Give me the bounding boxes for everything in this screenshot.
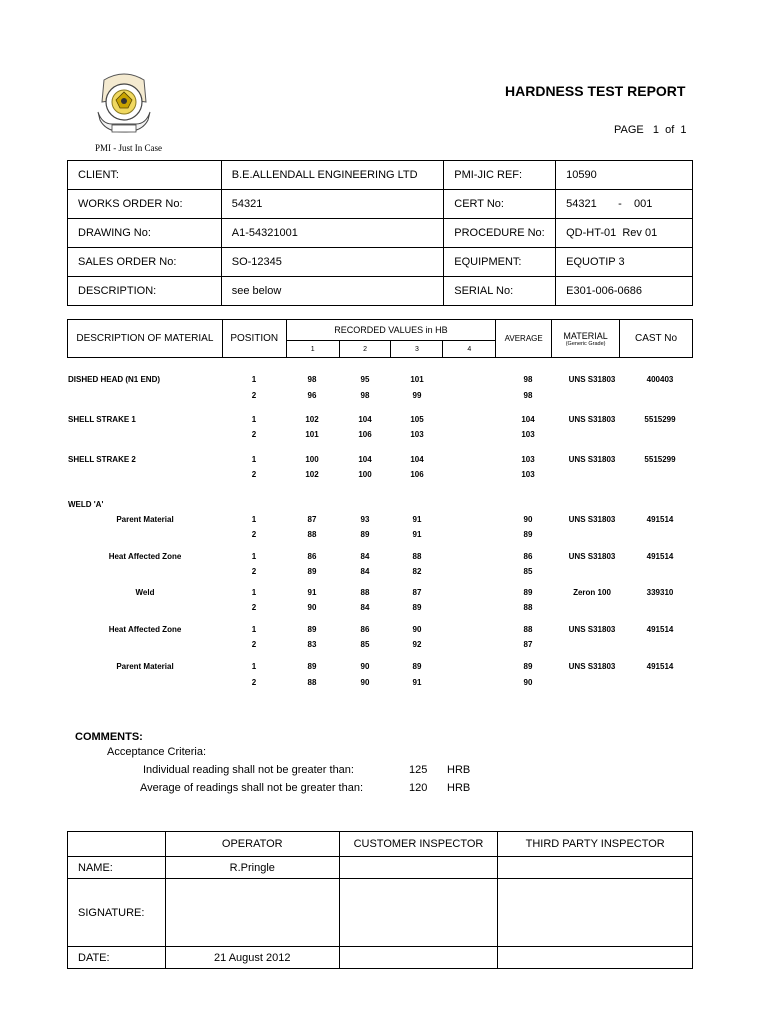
acceptance-criteria-label: Acceptance Criteria: xyxy=(107,746,207,758)
row-reading-1: 102 xyxy=(305,415,319,424)
row-reading-3: 99 xyxy=(412,391,422,400)
equipment-label: EQUIPMENT: xyxy=(444,248,556,277)
row-position: 2 xyxy=(251,603,257,612)
row-average: 89 xyxy=(523,588,533,597)
row-cast-no: 5515299 xyxy=(644,415,676,424)
row-description: Weld xyxy=(135,588,155,597)
row-average: 104 xyxy=(521,415,535,424)
table-row xyxy=(0,552,768,566)
row-average: 103 xyxy=(521,430,535,439)
weld-group-label: WELD 'A' xyxy=(68,500,104,509)
row-reading-3: 91 xyxy=(412,678,422,687)
row-reading-2: 95 xyxy=(360,375,370,384)
signature-label: SIGNATURE: xyxy=(68,879,166,947)
row-average: 86 xyxy=(523,552,533,561)
row-average: 87 xyxy=(523,640,533,649)
third-party-inspector-header: THIRD PARTY INSPECTOR xyxy=(498,832,693,857)
customer-inspector-name xyxy=(339,857,498,879)
row-reading-2: 89 xyxy=(360,530,370,539)
individual-criteria-value: 125 xyxy=(409,764,428,776)
average-criteria-label: Average of readings shall not be greater than: xyxy=(140,782,364,794)
row-position: 1 xyxy=(251,625,257,634)
table-row xyxy=(0,678,768,692)
row-material: UNS S31803 xyxy=(568,515,616,524)
customer-inspector-signature xyxy=(339,879,498,947)
row-reading-2: 93 xyxy=(360,515,370,524)
row-position: 1 xyxy=(251,662,257,671)
sales-order-row xyxy=(68,248,693,277)
row-description: SHELL STRAKE 2 xyxy=(68,455,136,464)
row-reading-2: 84 xyxy=(360,603,370,612)
works-order-row xyxy=(68,190,693,219)
operator-signature xyxy=(165,879,339,947)
row-reading-1: 88 xyxy=(307,678,317,687)
third-party-inspector-name xyxy=(498,857,693,879)
reading-4-header: 4 xyxy=(443,341,496,358)
row-reading-3: 106 xyxy=(410,470,424,479)
name-label: NAME: xyxy=(68,857,166,879)
row-reading-1: 88 xyxy=(307,530,317,539)
row-reading-2: 106 xyxy=(358,430,372,439)
position-header: POSITION xyxy=(222,320,286,358)
table-row xyxy=(0,415,768,429)
row-reading-2: 98 xyxy=(360,391,370,400)
row-average: 90 xyxy=(523,678,533,687)
operator-header: OPERATOR xyxy=(165,832,339,857)
row-reading-1: 86 xyxy=(307,552,317,561)
row-description: Parent Material xyxy=(116,515,174,524)
reading-1-header: 1 xyxy=(286,341,339,358)
signoff-table xyxy=(67,831,693,969)
cert-label: CERT No: xyxy=(444,190,556,219)
row-material: UNS S31803 xyxy=(568,625,616,634)
row-average: 89 xyxy=(523,530,533,539)
row-reading-1: 89 xyxy=(307,662,317,671)
row-description: Parent Material xyxy=(116,662,174,671)
row-reading-3: 89 xyxy=(412,662,422,671)
average-header: AVERAGE xyxy=(496,320,552,358)
row-reading-3: 91 xyxy=(412,515,422,524)
row-reading-1: 89 xyxy=(307,567,317,576)
logo-caption: PMI - Just In Case xyxy=(95,143,162,153)
row-reading-3: 88 xyxy=(412,552,422,561)
row-position: 1 xyxy=(251,588,257,597)
customer-inspector-header: CUSTOMER INSPECTOR xyxy=(339,832,498,857)
row-reading-3: 101 xyxy=(410,375,424,384)
row-reading-1: 89 xyxy=(307,625,317,634)
table-row xyxy=(0,640,768,654)
company-crest-logo xyxy=(92,72,156,140)
table-row xyxy=(0,603,768,617)
row-average: 88 xyxy=(523,603,533,612)
table-row xyxy=(0,515,768,529)
row-material: UNS S31803 xyxy=(568,455,616,464)
date-label: DATE: xyxy=(68,947,166,969)
row-description: SHELL STRAKE 1 xyxy=(68,415,136,424)
table-row xyxy=(0,588,768,602)
individual-criteria-label: Individual reading shall not be greater than: xyxy=(143,764,354,776)
table-row xyxy=(0,470,768,484)
row-description: Heat Affected Zone xyxy=(108,552,182,561)
row-position: 1 xyxy=(251,415,257,424)
row-reading-2: 88 xyxy=(360,588,370,597)
row-material: UNS S31803 xyxy=(568,552,616,561)
table-row xyxy=(0,662,768,676)
material-header-cell xyxy=(552,320,620,358)
row-reading-3: 91 xyxy=(412,530,422,539)
row-position: 1 xyxy=(251,375,257,384)
row-cast-no: 491514 xyxy=(646,662,674,671)
row-reading-3: 105 xyxy=(410,415,424,424)
row-position: 1 xyxy=(251,515,257,524)
row-material: UNS S31803 xyxy=(568,415,616,424)
table-row xyxy=(0,455,768,469)
row-average: 88 xyxy=(523,625,533,634)
row-reading-3: 92 xyxy=(412,640,422,649)
customer-inspector-date xyxy=(339,947,498,969)
row-position: 1 xyxy=(251,552,257,561)
row-reading-2: 104 xyxy=(358,455,372,464)
description-value: see below xyxy=(221,277,444,306)
row-cast-no: 491514 xyxy=(646,515,674,524)
row-description: DISHED HEAD (N1 END) xyxy=(68,375,161,384)
row-reading-1: 101 xyxy=(305,430,319,439)
material-subheader: (Generic Grade) xyxy=(565,340,606,347)
comments-title: COMMENTS: xyxy=(75,731,143,743)
client-label: CLIENT: xyxy=(68,161,222,190)
row-position: 2 xyxy=(251,391,257,400)
row-reading-2: 90 xyxy=(360,678,370,687)
row-reading-1: 87 xyxy=(307,515,317,524)
drawing-value: A1-54321001 xyxy=(221,219,444,248)
cert-value: 54321 - 001 xyxy=(556,190,693,219)
row-position: 2 xyxy=(251,640,257,649)
average-criteria-unit: HRB xyxy=(447,782,471,794)
pmi-ref-label: PMI-JIC REF: xyxy=(444,161,556,190)
table-row xyxy=(0,375,768,389)
operator-date: 21 August 2012 xyxy=(165,947,339,969)
reading-2-header: 2 xyxy=(339,341,391,358)
row-reading-3: 87 xyxy=(412,588,422,597)
drawing-label: DRAWING No: xyxy=(68,219,222,248)
average-criteria-value: 120 xyxy=(409,782,428,794)
row-position: 1 xyxy=(251,455,257,464)
row-reading-1: 98 xyxy=(307,375,317,384)
client-value: B.E.ALLENDALL ENGINEERING LTD xyxy=(221,161,444,190)
report-title: HARDNESS TEST REPORT xyxy=(505,83,686,99)
row-reading-2: 90 xyxy=(360,662,370,671)
row-reading-2: 86 xyxy=(360,625,370,634)
row-position: 2 xyxy=(251,430,257,439)
row-cast-no: 491514 xyxy=(646,625,674,634)
report-info-table xyxy=(67,160,693,306)
sales-order-label: SALES ORDER No: xyxy=(68,248,222,277)
row-material: Zeron 100 xyxy=(573,588,611,597)
row-cast-no: 491514 xyxy=(646,552,674,561)
row-cast-no: 339310 xyxy=(646,588,674,597)
row-reading-1: 102 xyxy=(305,470,319,479)
row-average: 89 xyxy=(523,662,533,671)
row-reading-1: 100 xyxy=(305,455,319,464)
operator-name: R.Pringle xyxy=(165,857,339,879)
row-reading-2: 84 xyxy=(360,552,370,561)
description-of-material-header: DESCRIPTION OF MATERIAL xyxy=(68,320,223,358)
table-row xyxy=(0,567,768,581)
row-average: 103 xyxy=(521,455,535,464)
row-material: UNS S31803 xyxy=(568,375,616,384)
individual-criteria-unit: HRB xyxy=(447,764,471,776)
row-reading-1: 91 xyxy=(307,588,317,597)
description-label: DESCRIPTION: xyxy=(68,277,222,306)
serial-label: SERIAL No: xyxy=(444,277,556,306)
cast-no-header: CAST No xyxy=(620,320,693,358)
table-row xyxy=(0,530,768,544)
client-row xyxy=(68,161,693,190)
table-row xyxy=(0,625,768,639)
row-reading-2: 104 xyxy=(358,415,372,424)
page-number: PAGE 1 of 1 xyxy=(614,124,687,136)
row-reading-1: 83 xyxy=(307,640,317,649)
hardness-table-header xyxy=(67,319,693,358)
recorded-values-header: RECORDED VALUES in HB xyxy=(286,320,496,341)
row-reading-3: 103 xyxy=(410,430,424,439)
row-reading-2: 84 xyxy=(360,567,370,576)
works-order-value: 54321 xyxy=(221,190,444,219)
row-position: 2 xyxy=(251,470,257,479)
procedure-value: QD-HT-01 Rev 01 xyxy=(556,219,693,248)
works-order-label: WORKS ORDER No: xyxy=(68,190,222,219)
drawing-row xyxy=(68,219,693,248)
table-row xyxy=(0,430,768,444)
row-reading-3: 89 xyxy=(412,603,422,612)
row-position: 2 xyxy=(251,530,257,539)
serial-value: E301-006-0686 xyxy=(556,277,693,306)
row-reading-2: 100 xyxy=(358,470,372,479)
row-average: 98 xyxy=(523,375,533,384)
sales-order-value: SO-12345 xyxy=(221,248,444,277)
row-cast-no: 400403 xyxy=(646,375,674,384)
third-party-inspector-signature xyxy=(498,879,693,947)
material-header: MATERIAL xyxy=(563,330,608,341)
description-row xyxy=(68,277,693,306)
row-material: UNS S31803 xyxy=(568,662,616,671)
reading-3-header: 3 xyxy=(391,341,443,358)
weld-group-label-row xyxy=(0,500,768,514)
row-average: 85 xyxy=(523,567,533,576)
row-reading-1: 90 xyxy=(307,603,317,612)
row-description: Heat Affected Zone xyxy=(108,625,182,634)
row-reading-3: 82 xyxy=(412,567,422,576)
row-reading-2: 85 xyxy=(360,640,370,649)
row-reading-1: 96 xyxy=(307,391,317,400)
row-position: 2 xyxy=(251,678,257,687)
pmi-ref-value: 10590 xyxy=(556,161,693,190)
row-reading-3: 104 xyxy=(410,455,424,464)
row-position: 2 xyxy=(251,567,257,576)
row-cast-no: 5515299 xyxy=(644,455,676,464)
row-reading-3: 90 xyxy=(412,625,422,634)
row-average: 98 xyxy=(523,391,533,400)
table-row xyxy=(0,391,768,405)
row-average: 103 xyxy=(521,470,535,479)
row-average: 90 xyxy=(523,515,533,524)
third-party-inspector-date xyxy=(498,947,693,969)
equipment-value: EQUOTIP 3 xyxy=(556,248,693,277)
procedure-label: PROCEDURE No: xyxy=(444,219,556,248)
